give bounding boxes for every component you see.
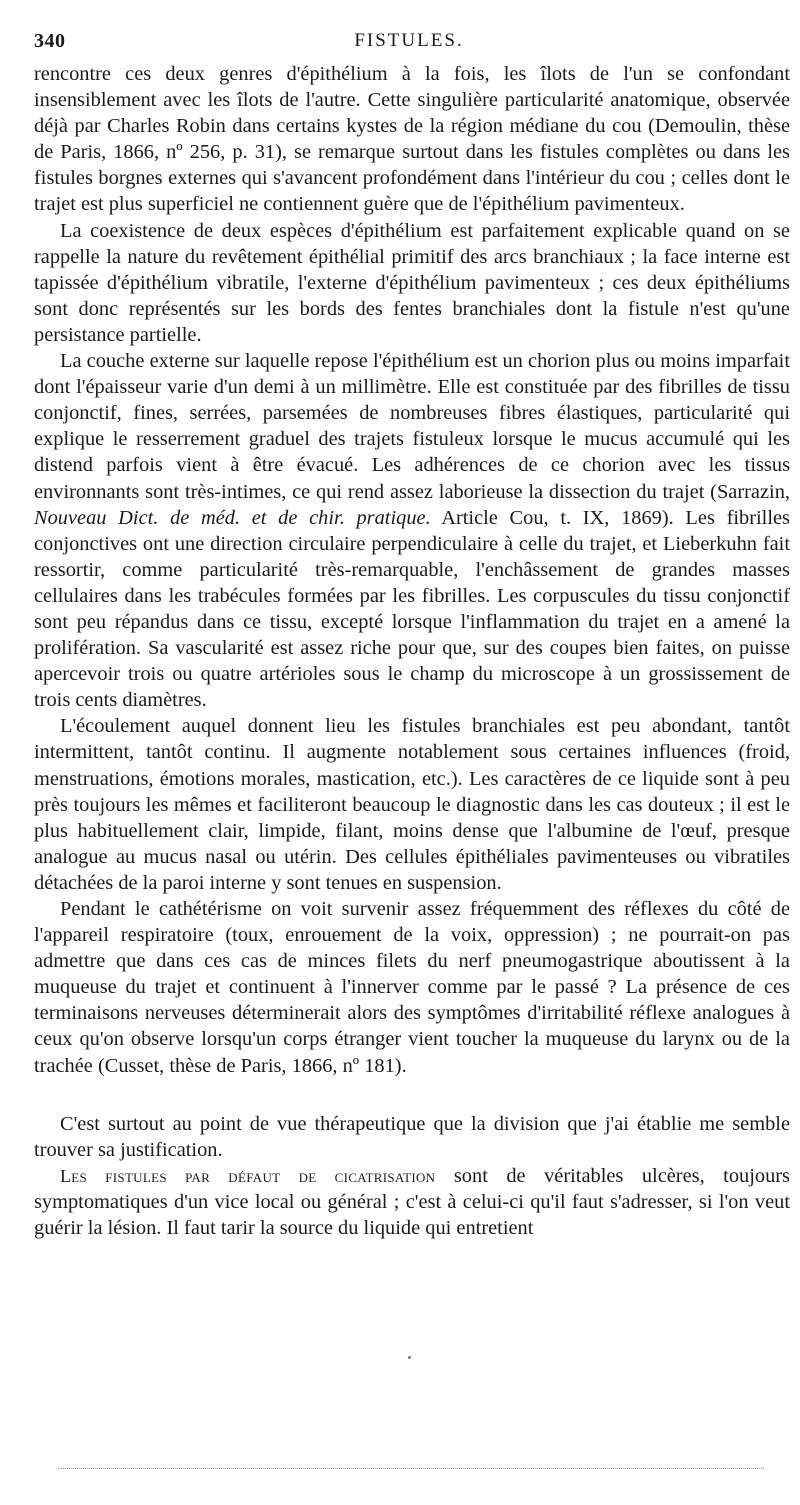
paragraph-6: C'est surtout au point de vue thérapeutique que la division que j'ai établie me semble trouver sa justification. [34, 1112, 790, 1161]
paragraph-5: Pendant le cathétérisme on voit survenir assez fréquemment des réflexes du côté de l'appareil respiratoire (toux, enrouement de la voix, oppression) ; ne pourrait-on pas admettre que dans ces cas de minces filets du nerf pneumogastrique aboutissent à la muqueuse du trajet et continuent à l'innerver comme par le passé ? La présence de ces terminaisons nerveuses déterminerait alors des symptômes d'irritabilité réflexe analogues à ceux qu'on observe lorsqu'un corps étranger vient toucher la muqueuse du larynx ou de la trachée (Cusset, thèse de Paris, 1866, nº 181). [34, 898, 790, 1077]
paragraph-7-text: sont de véritables ulcères, toujours symptomatiques d'un vice local ou général ; c'est à celui-ci qu'il faut s'adresser, si l'on veut guérir la lésion. Il faut tarir la source du liquide qui entretient [34, 1164, 790, 1240]
footer-dotted-rule [58, 1468, 764, 1469]
page-number: 340 [34, 30, 66, 52]
paragraph-3-citation-title: Nouveau Dict. de méd. et de chir. pratique. [34, 506, 431, 529]
paragraph-3-text-after: Article Cou, t. IX, 1869). Les fibrilles conjonctives ont une direction circulaire perpendiculaire à celle du trajet, et Lieberkuhn fait ressortir, comme particularité très-remarquable, l'enchâssement de grandes masses cellulaires dans les trabécules formées par les fibrilles. Les corpuscules du tissu conjonctif sont peu répandus dans ce tissu, excepté lorsque l'inflammation du trajet en a amené la prolifération. Sa vascularité est assez riche pour que, sur des coupes bien faites, on puisse apercevoir trois ou quatre artérioles sous le champ du microscope à un grossissement de trois cents diamètres. [34, 506, 790, 712]
body-text [34, 61, 790, 1241]
paragraph-3-text-before: La couche externe sur laquelle repose l'épithélium est un chorion plus ou moins imparfait dont l'épaisseur varie d'un demi à un millimètre. Elle est constituée par des fibrilles de tissu conjonctif, fines, serrées, parsemées de nombreuses fibres élastiques, particularité qui explique le resserrement graduel des trajets fistuleux lorsque le mucus accumulé qui les distend parfois vient à être évacué. Les adhérences de ce chorion avec les tissus environnants sont très-intimes, ce qui rend assez laborieuse la dissection du trajet (Sarrazin, [34, 350, 790, 503]
running-title: FISTULES. [354, 30, 464, 51]
paragraph-7 [34, 1163, 790, 1241]
paragraph-2: La coexistence de deux espèces d'épithélium est parfaitement explicable quand on se rappelle la nature du revêtement épithélial primitif des arcs branchiaux ; la face interne est tapissée d'épithélium vibratile, l'externe d'épithélium pavimenteux ; ces deux épithéliums sont donc représentés sur les bords des fentes branchiales dont la fistule n'est qu'une persistance partielle. [34, 219, 790, 346]
stray-ink-mark [408, 1356, 411, 1359]
paragraph-4: L'écoulement auquel donnent lieu les fistules branchiales est peu abondant, tantôt intermittent, tantôt continu. Il augmente notablement sous certaines influences (froid, menstruations, émotions morales, mastication, etc.). Les caractères de ce liquide sont à peu près toujours les mêmes et faciliteront beaucoup le diagnostic dans les cas douteux ; il est le plus habituellement clair, limpide, filant, moins dense que l'albumine de l'œuf, presque analogue au mucus nasal ou utérin. Des cellules épithéliales pavimenteuses ou vibratiles détachées de la paroi interne y sont tenues en suspension. [34, 715, 790, 894]
section-lead-heading: Les fistules par défaut de cicatrisation [60, 1165, 436, 1186]
paragraph-3 [34, 348, 790, 713]
page-header [34, 30, 784, 56]
paragraph-1: rencontre ces deux genres d'épithélium à la fois, les îlots de l'un se confondant insensiblement avec les îlots de l'autre. Cette singulière particularité anatomique, observée déjà par Charles Robin dans certains kystes de la région médiane du cou (Demoulin, thèse de Paris, 1866, nº 256, p. 31), se remarque surtout dans les fistules complètes ou dans les fistules borgnes externes qui s'avancent profondément dans l'intérieur du cou ; celles dont le trajet est plus superficiel ne contiennent guère que de l'épithélium pavimenteux. [34, 63, 790, 216]
